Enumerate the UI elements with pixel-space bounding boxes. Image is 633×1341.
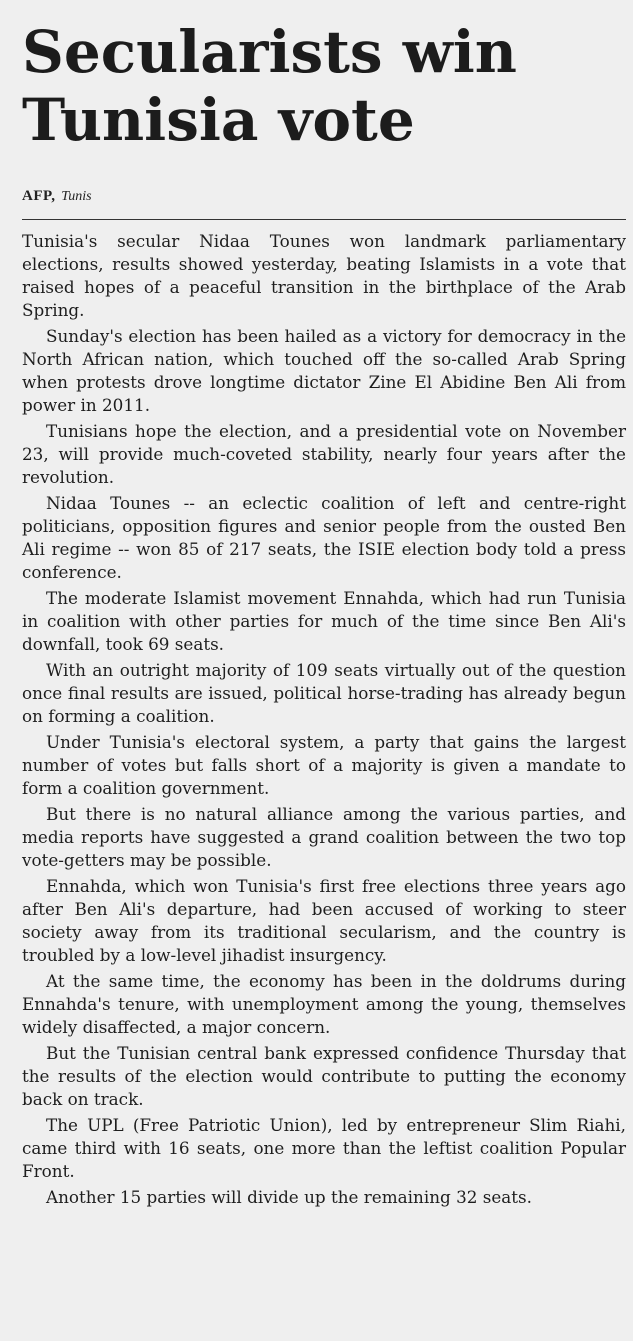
paragraph: Ennahda, which won Tunisia's first free elections three years ago after Ben Ali's departure, had been accused of working to steer society away from its traditional secularism, and the country is troubled by a low-level jihadist insurgency. [22,876,626,966]
paragraph: The moderate Islamist movement Ennahda, which had run Tunisia in coalition with other parties for much of the time since Ben Ali's downfall, took 69 seats. [22,588,626,654]
paragraph: But there is no natural alliance among the various parties, and media reports have suggested a grand coalition between the two top vote-getters may be possible. [22,804,626,871]
byline-agency: AFP, [22,188,56,204]
paragraph: Tunisians hope the election, and a presidential vote on November 23, will provide much-coveted stability, nearly four years after the revolution. [22,421,626,487]
headline: Secularists win Tunisia vote [22,18,517,154]
paragraph: Tunisia's secular Nidaa Tounes won landmark parliamentary elections, results showed yesterday, beating Islamists in a vote that raised hopes of a peaceful transition in the birthplace of the Arab Spring. [22,231,626,320]
paragraph: Nidaa Tounes -- an eclectic coalition of left and centre-right politicians, opposition figures and senior people from the ousted Ben Ali regime -- won 85 of 217 seats, the ISIE election body told a press conference. [22,493,626,582]
paragraph: But the Tunisian central bank expressed confidence Thursday that the results of the election would contribute to putting the economy back on track. [22,1043,626,1110]
paragraph: The UPL (Free Patriotic Union), led by entrepreneur Slim Riahi, came third with 16 seats, one more than the leftist coalition Popular Front. [22,1115,626,1182]
byline-location: Tunis [61,189,92,204]
byline-divider [22,219,626,220]
paragraph: Another 15 parties will divide up the remaining 32 seats. [46,1187,533,1208]
byline [22,188,92,205]
article-body [22,230,626,1213]
paragraph: Under Tunisia's electoral system, a party that gains the largest number of votes but falls short of a majority is given a mandate to form a coalition government. [22,732,626,799]
paragraph: Sunday's election has been hailed as a victory for democracy in the North African nation, which touched off the so-called Arab Spring when protests drove longtime dictator Zine El Abidine Ben Ali from power in 2011. [22,326,626,415]
paragraph: At the same time, the economy has been in the doldrums during Ennahda's tenure, with unemployment among the young, themselves widely disaffected, a major concern. [22,971,626,1038]
paragraph: With an outright majority of 109 seats virtually out of the question once final results are issued, political horse-trading has already begun on forming a coalition. [22,660,626,726]
